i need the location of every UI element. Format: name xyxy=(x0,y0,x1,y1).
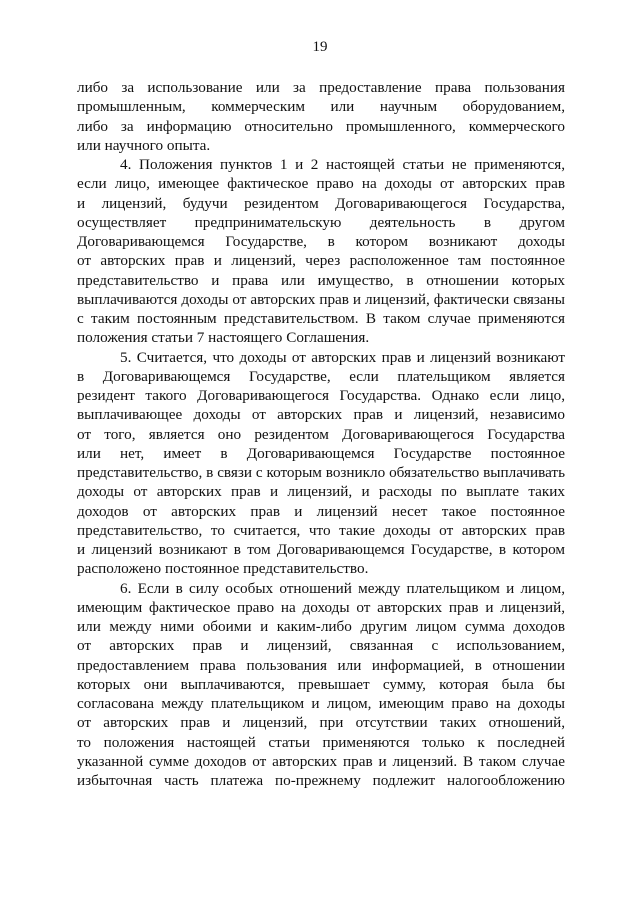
text-line: или научного опыта. xyxy=(77,136,211,154)
text-line: представительство и права или имущество, в отношении которых xyxy=(77,271,565,289)
text-line: промышленным, коммерческим или научным оборудованием, xyxy=(77,98,565,116)
text-line: если лицо, имеющее фактическое право на доходы от авторских прав xyxy=(77,175,565,193)
text-line: и лицензий возникают в том Договаривающемся Государстве, в котором xyxy=(77,541,565,558)
text-line: представительство, то считается, что такие доходы от авторских прав xyxy=(77,521,565,539)
text-line: избыточная часть платежа по-прежнему подлежит налогообложению xyxy=(77,772,565,789)
text-line: резидент такого Договаривающегося Государства. Однако если лицо, xyxy=(77,387,565,404)
text-line: с таким постоянным представительством. В таком случае применяются xyxy=(77,310,565,327)
text-line: положения статьи 7 настоящего Соглашения. xyxy=(77,329,370,347)
text-line: от авторских прав и лицензий, через расположенное там постоянное xyxy=(77,252,565,270)
text-line: от того, является оно резидентом Договаривающегося Государства xyxy=(77,425,565,443)
text-line: указанной сумме доходов от авторских прав и лицензий. В таком случае xyxy=(77,752,565,770)
text-line: либо за использование или за предоставление права пользования xyxy=(77,79,565,96)
text-line: от авторских прав и лицензий, при отсутствии таких отношений, xyxy=(77,714,565,732)
text-line: или нет, имеет в Договаривающемся Государстве постоянное xyxy=(77,444,565,462)
text-line: имеющим фактическое право на доходы от авторских прав и лицензий, xyxy=(77,598,565,616)
text-line: от авторских прав и лицензий, связанная с использованием, xyxy=(77,637,565,655)
text-line: согласована между плательщиком и лицом, имеющим право на доходы xyxy=(77,695,565,712)
text-line: которых они выплачиваются, превышает сумму, которая была бы xyxy=(77,675,565,693)
text-line: 6. Если в силу особых отношений между плательщиком и лицом, xyxy=(120,579,565,597)
text-line: 4. Положения пунктов 1 и 2 настоящей статьи не применяются, xyxy=(120,156,565,173)
text-line: выплачиваются доходы от авторских прав и лицензий, фактически связаны xyxy=(77,290,565,308)
text-line: 5. Считается, что доходы от авторских прав и лицензий возникают xyxy=(120,348,565,366)
article-body-text xyxy=(77,78,565,790)
text-line: предоставлением права пользования или информацией, в отношении xyxy=(77,656,565,674)
text-line: или между ними обоими и каким-либо другим лицом сумма доходов xyxy=(77,618,565,635)
text-line: расположено постоянное представительство. xyxy=(77,560,369,578)
text-line: доходы от авторских прав и лицензий, и расходы по выплате таких xyxy=(77,483,565,501)
text-line: доходов от авторских прав и лицензий несет такое постоянное xyxy=(77,502,565,520)
text-line: выплачивающее доходы от авторских прав и лицензий, независимо xyxy=(77,406,565,424)
text-line: то положения настоящей статьи применяются только к последней xyxy=(77,733,565,751)
text-line: осуществляет предпринимательскую деятельность в другом xyxy=(77,213,565,231)
page-number: 19 xyxy=(312,39,328,55)
text-line: либо за информацию относительно промышленного, коммерческого xyxy=(77,117,565,135)
text-line: представительство, в связи с которым возникло обязательство выплачивать xyxy=(77,464,565,481)
text-line: Договаривающемся Государстве, в котором возникают доходы xyxy=(77,233,565,250)
text-line: в Договаривающемся Государстве, если плательщиком является xyxy=(77,367,565,385)
text-line: и лицензий, будучи резидентом Договаривающегося Государства, xyxy=(77,194,565,212)
